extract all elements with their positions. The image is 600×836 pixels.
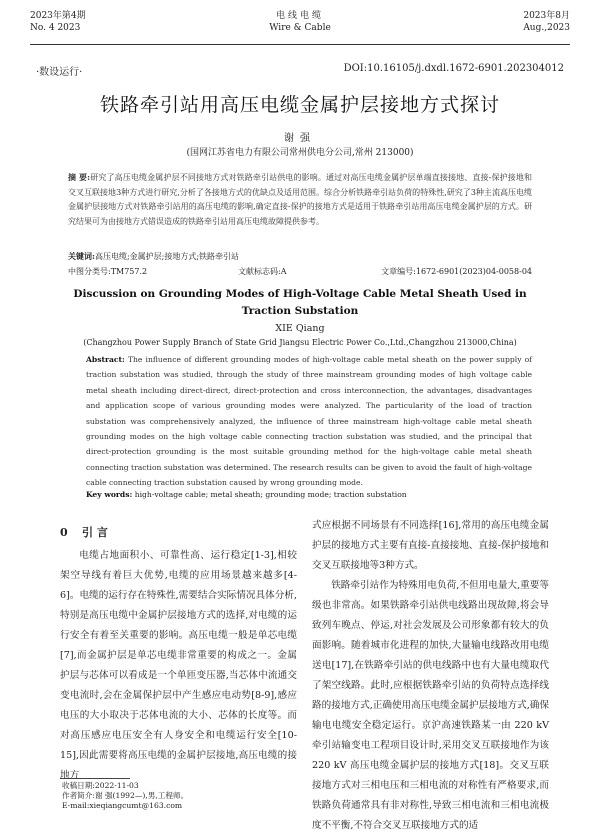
- section-title: 引 言: [82, 526, 108, 539]
- body-column-right: [312, 516, 549, 836]
- abstract-en-text: The influence of different grounding modes of high-voltage cable metal sheath on the power supply of traction substation was studied, through the study of three mainstream grounding modes of high voltage cable metal sheath including direct-direct, direct-protection and cross interconnection, the advantages, disadvantages and application scope of various grounding modes were analyzed. The particularity of the load of traction substation was comprehensively analyzed, the influence of three mainstream high-voltage cable metal sheath grounding modes on the high voltage cable connecting traction substation was studied, and the principal that direct-protection grounding is the most suitable grounding method for the high-voltage cable metal sheath connecting traction substation was determined. The research results can be given to avoid the fault of high-voltage cable connecting traction substation caused by wrong grounding mode.: [86, 355, 532, 488]
- article-title-cn: 铁路牵引站用高压电缆金属护层接地方式探讨: [99, 94, 500, 116]
- running-header: [30, 10, 570, 44]
- header-date: [523, 10, 570, 34]
- doi[interactable]: DOI:10.16105/j.dxdl.1672-6901.202304012: [343, 63, 564, 74]
- issue-en: No. 4 2023: [30, 23, 81, 33]
- body-paragraph: 铁路牵引站作为特殊用电负荷,不但用电量大,重要等级也非常高。如果铁路牵引站供电线路出现故障,将会导致列车晚点、停运,对社会发展及公司形象都有较大的负面影响。随着城市化进程的加快,大量输电线路改用电缆送电[17],在铁路牵引站的供电线路中也有大量电缆取代了架空线路。此时,应根据铁路牵引站的负荷特点选择线路的接地方式,正确使用高压电缆金属护层接地方式,确保输电电缆安全稳定运行。京沪高速铁路某一由 220 kV 牵引站输变电工程项目设计时,采用交叉互联接地作为该 220 kV 高压电缆金属护层的接地方式[18]。交叉互联接地方式对三相电压和三相电流的对称性有严格要求,而铁路负荷通常具有非对称性,导致三相电流和三相电流极度不平衡,不符合交叉互联接地方式的适: [312, 580, 549, 831]
- header-journal: [30, 10, 570, 34]
- column-doi-row: [36, 63, 564, 78]
- article-number: 文章编号:1672-6901(2023)04-0058-04: [381, 267, 532, 276]
- section-number: 0: [60, 526, 68, 539]
- document-code: 文献标志码:A: [238, 267, 287, 276]
- affiliation-en: (Changzhou Power Supply Branch of State Grid Jiangsu Electric Power Co.,Ltd.,Changzhou 213000,China): [83, 338, 517, 347]
- keywords-en-label: Key words:: [86, 490, 133, 499]
- abstract-cn-text: 研究了高压电缆金属护层不同接地方式对铁路牵引站供电的影响。通过对高压电缆金属护层单端直接接地、直接-保护接地和交叉互联接地3种方式进行研究,分析了各接地方式的优缺点及适用范围。综合分析铁路牵引站负荷的特殊性,研究了3种主流高压电缆金属护层接地方式对铁路牵引站用的高压电缆的影响,确定直接-保护的接地方式是适用于铁路牵引站用高压电缆金属护层的方式。研究结果可为由接地方式错误造成的铁路牵引站用高压电缆故障提供参考。: [68, 173, 532, 226]
- author-en: XIE Qiang: [275, 323, 325, 334]
- abstract-cn-label: 摘 要:: [68, 172, 91, 182]
- keywords-en-text: high-voltage cable; metal sheath; grounding mode; traction substation: [134, 490, 407, 499]
- date-en: Aug.,2023: [523, 23, 570, 33]
- footnote-author: 作者简介:谢 强(1992—),男,工程师。: [62, 791, 189, 800]
- clc-number: 中图分类号:TM757.2: [68, 267, 148, 276]
- abstract-en: [86, 352, 532, 491]
- classification-row: [68, 266, 532, 278]
- section-heading: [60, 524, 108, 540]
- author-cn: 谢强: [284, 133, 316, 144]
- journal-name-cn: 电线电缆: [275, 11, 324, 21]
- body-paragraph: 式应根据不同场景有不同选择[16],常用的高压电缆金属护层的接地方式主要有直接-直接接地、直接-保护接地和交叉互联接地等3种方式。: [312, 520, 549, 571]
- date-cn: 2023年8月: [523, 11, 570, 21]
- keywords-cn: [68, 251, 532, 262]
- keywords-cn-label: 关键词:: [68, 251, 95, 261]
- column-label: ·数设运行·: [36, 67, 83, 78]
- body-paragraph: 电缆占地面积小、可靠性高、运行稳定[1-3],相较架空导线有着巨大优势,电缆的应用场景越来越多[4-6]。电缆的运行存在特殊性,需要结合实际情况具体分析,特别是高压电缆中金属护层接地方式的选择,对电缆的运行安全有着至关重要的影响。高压电缆一般是单芯电缆[7],而金属护层是单芯电缆非常重要的构成之一。金属护层与芯体可以看成是一个单匝变压器,当芯体中流通交变电流时,会在金属保护层中产生感应电动势[8-9],感应电压的大小取决于芯体电流的大小、芯体的长度等。而对高压感应电压安全有人身安全和电缆运行安全[10-15],因此需要将高压电缆的金属护层接地,高压电缆的接地方: [60, 550, 297, 781]
- body-column-left: [60, 546, 297, 786]
- footnote-received: 收稿日期:2022-11-03: [62, 781, 139, 790]
- issue-cn: 2023年第4期: [30, 11, 86, 21]
- header-divider: [30, 44, 570, 45]
- keywords-en: [86, 490, 532, 499]
- footnote-email[interactable]: E-mail:xieqiangcumt@163.com: [62, 801, 183, 810]
- affiliation-cn: (国网江苏省电力有限公司常州供电分公司,常州 213000): [186, 148, 414, 158]
- abstract-cn: [68, 170, 532, 229]
- abstract-en-label: Abstract:: [86, 355, 125, 364]
- article-title-en: Discussion on Grounding Modes of High-Voltage Cable Metal Sheath Used in Traction Substation: [73, 288, 527, 317]
- footnote-divider: [60, 778, 130, 779]
- journal-name-en: Wire & Cable: [269, 23, 331, 33]
- keywords-cn-text: 高压电缆;金属护层;接地方式;铁路牵引站: [94, 252, 240, 261]
